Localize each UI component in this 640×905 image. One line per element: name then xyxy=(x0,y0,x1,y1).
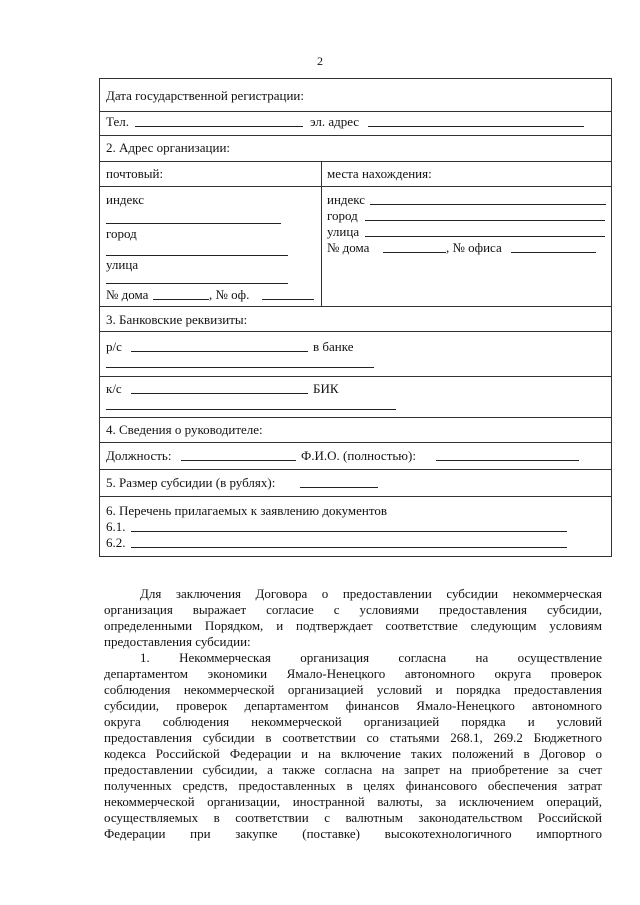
text-line: предоставления субсидии: xyxy=(104,634,251,649)
bank-name-field[interactable] xyxy=(106,367,374,368)
postal-index-label: индекс xyxy=(106,192,145,207)
text-line: осуществляемых в соответствии с валютным законодательством Российской xyxy=(104,810,602,825)
text-line: Для заключения Договора о предоставлении субсидии некоммерческая xyxy=(140,586,602,601)
text-line: полученных средств, предоставленных в целях финансового обеспечения затрат xyxy=(104,778,602,793)
document-2-field[interactable] xyxy=(131,547,567,548)
postal-city-field[interactable] xyxy=(106,255,288,256)
location-index-field[interactable] xyxy=(370,204,606,205)
row-divider xyxy=(100,331,611,332)
location-house-field[interactable] xyxy=(383,252,446,253)
in-bank-label: в банке xyxy=(313,339,354,354)
location-city-label: город xyxy=(327,208,358,223)
row-divider xyxy=(100,186,611,187)
condition-1-paragraph xyxy=(104,650,602,842)
document-1-label: 6.1. xyxy=(106,519,126,534)
row-divider xyxy=(100,111,611,112)
fio-label: Ф.И.О. (полностью): xyxy=(301,448,416,463)
bik-field[interactable] xyxy=(106,409,396,410)
position-label: Должность: xyxy=(106,448,172,463)
text-line: округа соблюдения некоммерческой организацией порядка и условий xyxy=(104,714,602,729)
postal-index-field[interactable] xyxy=(106,223,281,224)
location-street-label: улица xyxy=(327,224,360,239)
location-index-label: индекс xyxy=(327,192,366,207)
postal-address-title: почтовый: xyxy=(106,166,164,181)
location-city-field[interactable] xyxy=(365,220,605,221)
postal-house-field[interactable] xyxy=(153,299,209,300)
subsidy-amount-label: 5. Размер субсидии (в рублях): xyxy=(106,475,276,490)
text-line: организация выражает согласие с условиями предоставления субсидии, xyxy=(104,602,602,617)
row-divider xyxy=(100,376,611,377)
text-line: кодекса Российской Федерации и на включение таких положений в Договор о xyxy=(104,746,602,761)
text-line: предоставлении субсидии, а также согласна на запрет на приобретение за счет xyxy=(104,762,602,777)
text-line: предоставления субсидии в соответствии со статьями 268.1, 269.2 Бюджетного xyxy=(104,730,602,745)
bik-label: БИК xyxy=(313,381,339,396)
postal-city-label: город xyxy=(106,226,137,241)
ks-field[interactable] xyxy=(131,393,308,394)
location-house-label: № дома xyxy=(327,240,370,255)
email-label: эл. адрес xyxy=(310,114,360,129)
location-office-label: , № офиса xyxy=(446,240,502,255)
email-field[interactable] xyxy=(368,126,584,127)
location-office-field[interactable] xyxy=(511,252,596,253)
document-2-label: 6.2. xyxy=(106,535,126,550)
subsidy-amount-field[interactable] xyxy=(300,487,378,488)
postal-street-label: улица xyxy=(106,257,139,272)
location-address-title: места нахождения: xyxy=(327,166,432,181)
row-divider xyxy=(100,496,611,497)
address-section-title: 2. Адрес организации: xyxy=(106,140,231,155)
fio-field[interactable] xyxy=(436,460,579,461)
postal-office-label: , № оф. xyxy=(209,287,250,302)
bank-section-title: 3. Банковские реквизиты: xyxy=(106,312,248,327)
text-line: Федерации при закупке (поставке) высокотехнологичного импортного xyxy=(104,826,602,841)
row-divider xyxy=(100,442,611,443)
row-divider xyxy=(100,135,611,136)
row-divider xyxy=(100,306,611,307)
postal-house-label: № дома xyxy=(106,287,149,302)
documents-section-title: 6. Перечень прилагаемых к заявлению документов xyxy=(106,503,388,518)
row-divider xyxy=(100,469,611,470)
document-1-field[interactable] xyxy=(131,531,567,532)
consent-paragraph xyxy=(104,586,602,650)
row-divider xyxy=(100,161,611,162)
text-line: соблюдения некоммерческой организацией условий и порядка предоставления xyxy=(104,682,602,697)
location-street-field[interactable] xyxy=(365,236,605,237)
postal-office-field[interactable] xyxy=(262,299,314,300)
postal-street-field[interactable] xyxy=(106,283,288,284)
text-line: некоммерческой организации, иностранной валюты, за исключением операций, xyxy=(104,794,602,809)
position-field[interactable] xyxy=(181,460,296,461)
text-line: субсидии, проверок департаментом финансов Ямало-Ненецкого автономного xyxy=(104,698,602,713)
page-number: 2 xyxy=(317,54,323,68)
text-line: определенными Порядком, и подтверждает соответствие следующим условиям xyxy=(104,618,602,633)
head-section-title: 4. Сведения о руководителе: xyxy=(106,422,263,437)
application-form-table xyxy=(99,78,612,557)
rs-label: р/с xyxy=(106,339,122,354)
rs-field[interactable] xyxy=(131,351,308,352)
tel-label: Тел. xyxy=(106,114,129,129)
registration-date-label: Дата государственной регистрации: xyxy=(106,88,304,103)
tel-field[interactable] xyxy=(135,126,303,127)
row-divider xyxy=(100,417,611,418)
column-divider xyxy=(321,161,322,306)
text-line: департаментом экономики Ямало-Ненецкого автономного округа проверок xyxy=(104,666,602,681)
text-line: 1. Некоммерческая организация согласна на осуществление xyxy=(140,650,602,665)
ks-label: к/с xyxy=(106,381,122,396)
